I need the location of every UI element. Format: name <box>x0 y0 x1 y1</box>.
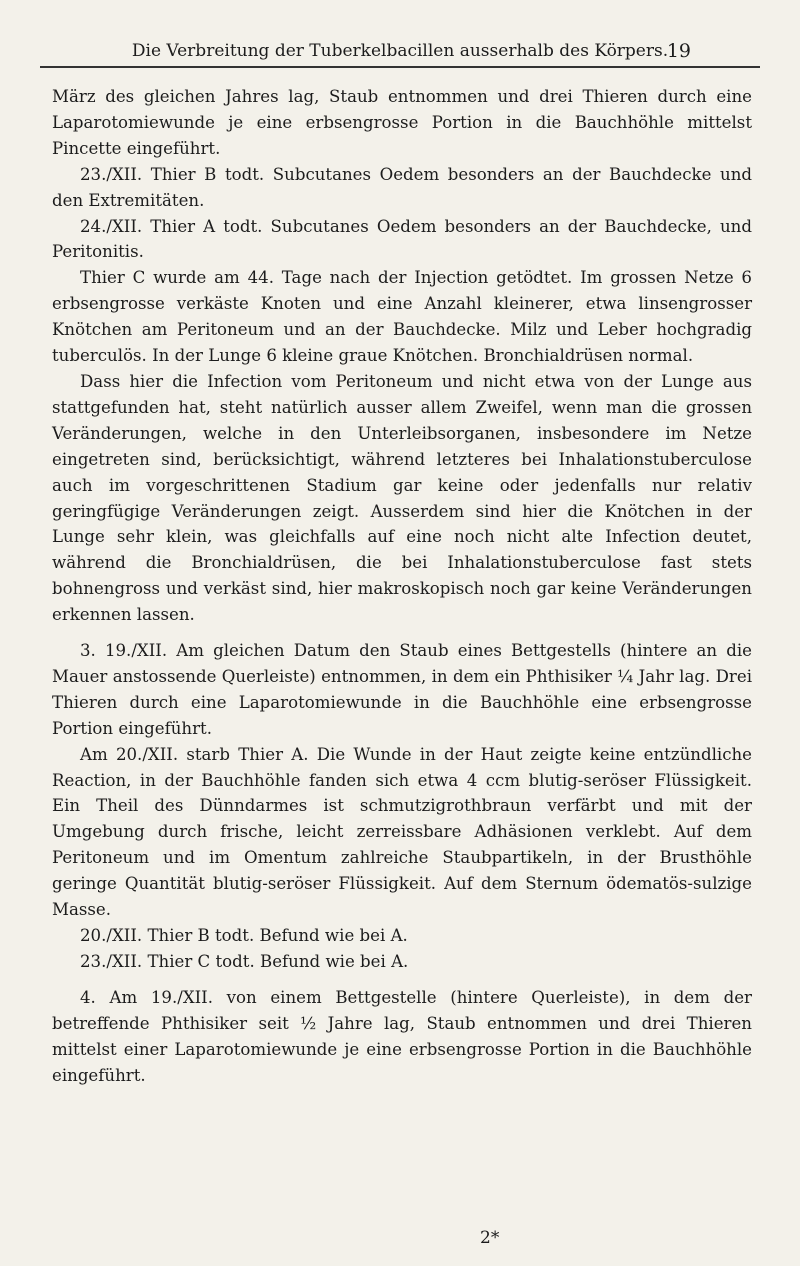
paragraph: 3. 19./XII. Am gleichen Datum den Staub eines Bettgestells (hintere an die Mauer anstossende Querleiste) entnommen, in dem ein Phthisiker ¼ Jahr lag. Drei Thieren durch eine Laparotomiewunde in die Bauchhöhle eine erbsengrosse Portion eingeführt. <box>52 641 752 738</box>
paragraph: 24./XII. Thier A todt. Subcutanes Oedem besonders an der Bauchdecke, und Peritonitis. <box>52 216 752 262</box>
paragraph: 23./XII. Thier B todt. Subcutanes Oedem besonders an der Bauchdecke und den Extremitäten. <box>52 164 752 210</box>
running-title: Die Verbreitung der Tuberkelbacillen ausserhalb des Körpers. <box>131 41 669 61</box>
paragraph: Thier C wurde am 44. Tage nach der Injection getödtet. Im grossen Netze 6 erbsengrosse verkäste Knoten und eine Anzahl kleinerer, etwa linsengrosser Knötchen am Peritoneum und an der Bauchdecke. Milz und Leber hochgradig tuberculös. In der Lunge 6 kleine graue Knötchen. Bronchialdrüsen normal. <box>52 268 752 366</box>
body-text <box>52 84 752 1088</box>
paragraph: 20./XII. Thier B todt. Befund wie bei A. <box>80 926 408 945</box>
paragraph: Am 20./XII. starb Thier A. Die Wunde in der Haut zeigte keine entzündliche Reaction, in der Bauchhöhle fanden sich etwa 4 ccm blutig-seröser Flüssigkeit. Ein Theil des Dünndarmes ist schmutzigrothbraun verfärbt und mit der Umgebung durch frische, leicht zerreissbare Adhäsionen verklebt. Auf dem Peritoneum und im Omentum zahlreiche Staubpartikeln, in der Brusthöhle geringe Quantität blutig-seröser Flüssigkeit. Auf dem Sternum ödematös-sulzige Masse. <box>52 744 752 920</box>
header-rule <box>40 66 760 68</box>
paragraph: März des gleichen Jahres lag, Staub entnommen und drei Thieren durch eine Laparotomiewunde je eine erbsengrosse Portion in die Bauchhöhle mittelst Pincette eingeführt. <box>52 87 752 158</box>
paragraph: Dass hier die Infection vom Peritoneum und nicht etwa von der Lunge aus stattgefunden hat, steht natürlich ausser allem Zweifel, wenn man die grossen Veränderungen, welche in den Unterleibsorganen, insbesondere im Netze eingetreten sind, berücksichtigt, während letzteres bei Inhalationstuberculose auch im vorgeschrittenen Stadium gar keine oder jedenfalls nur relativ geringfügige Veränderungen zeigt. Ausserdem sind hier die Knötchen in der Lunge sehr klein, was gleichfalls auf eine noch nicht alte Infection deutet, während die Bronchialdrüsen, die bei Inhalationstuberculose fast stets bohnengross und verkäst sind, hier makroskopisch noch gar keine Veränderungen erkennen lassen. <box>52 371 752 625</box>
signature-mark: 2* <box>480 1228 500 1248</box>
running-header <box>115 40 691 62</box>
paragraph: 4. Am 19./XII. von einem Bettgestelle (hintere Querleiste), in dem der betreffende Phthisiker seit ½ Jahre lag, Staub entnommen und drei Thieren mittelst einer Laparotomiewunde je eine erbsengrosse Portion in die Bauchhöhle eingeführt. <box>52 987 752 1085</box>
page-number: 19 <box>666 40 691 62</box>
paragraph: 23./XII. Thier C todt. Befund wie bei A. <box>80 951 409 971</box>
